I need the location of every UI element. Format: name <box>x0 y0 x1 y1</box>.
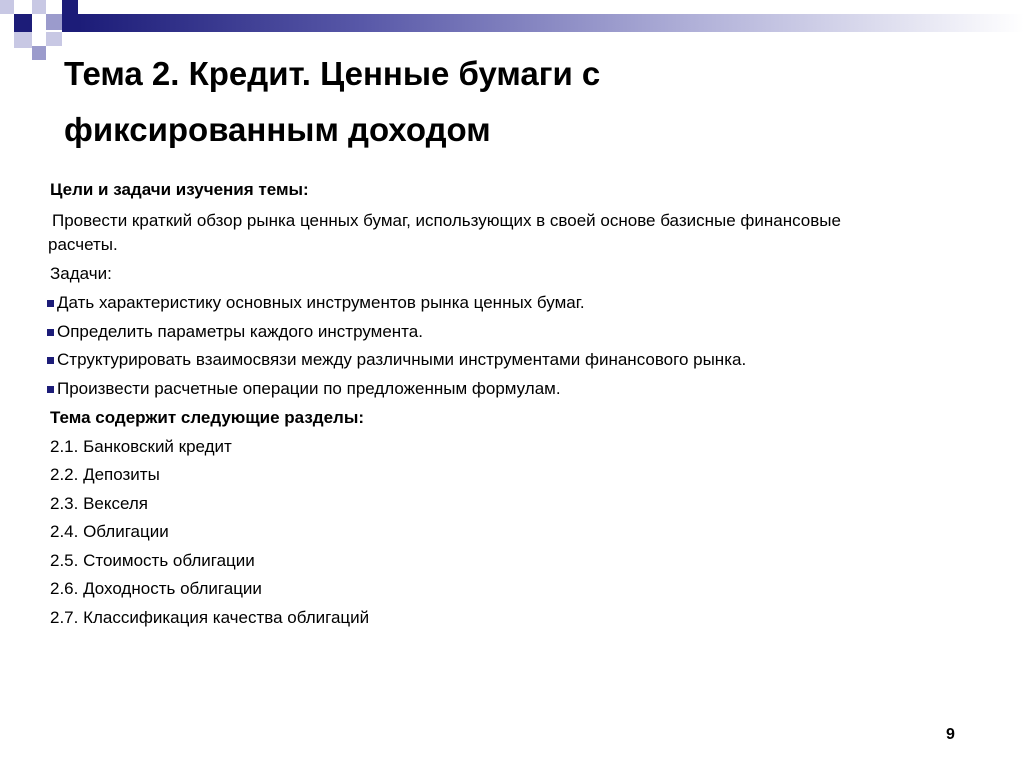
title-line-2: фиксированным доходом <box>64 111 491 148</box>
section-item: 2.4. Облигации <box>50 522 169 541</box>
page-number: 9 <box>946 726 955 743</box>
square-bullet-icon <box>47 329 54 336</box>
decor-square <box>0 0 14 14</box>
task-item: Произвести расчетные операции по предложенным формулам. <box>47 379 561 399</box>
section-item: 2.1. Банковский кредит <box>50 437 232 456</box>
goal-text-line-2: расчеты. <box>48 235 118 254</box>
title-line-1: Тема 2. Кредит. Ценные бумаги с <box>64 55 601 92</box>
decor-square <box>46 14 62 30</box>
tasks-heading: Задачи: <box>50 264 112 283</box>
section-item: 2.6. Доходность облигации <box>50 579 262 598</box>
decor-square <box>46 32 62 46</box>
slide-title <box>64 46 964 158</box>
square-bullet-icon <box>47 300 54 307</box>
task-item: Определить параметры каждого инструмента. <box>47 322 423 342</box>
decor-square <box>32 46 46 60</box>
header-gradient-bar <box>78 14 1024 32</box>
sections-heading: Тема содержит следующие разделы: <box>50 408 365 427</box>
decor-square <box>14 14 32 32</box>
square-bullet-icon <box>47 357 54 364</box>
decor-square <box>62 0 78 32</box>
section-item: 2.2. Депозиты <box>50 465 160 484</box>
section-item: 2.7. Классификация качества облигаций <box>50 608 370 627</box>
goals-heading: Цели и задачи изучения темы: <box>50 180 309 199</box>
goal-text-line-1: Провести краткий обзор рынка ценных бумаг, использующих в своей основе базисные финансовые <box>52 211 841 230</box>
decor-square <box>14 32 32 48</box>
section-item: 2.3. Векселя <box>50 494 149 513</box>
square-bullet-icon <box>47 386 54 393</box>
section-item: 2.5. Стоимость облигации <box>50 551 255 570</box>
decor-square <box>32 0 46 14</box>
task-item: Дать характеристику основных инструментов рынка ценных бумаг. <box>47 293 585 313</box>
task-item: Структурировать взаимосвязи между различными инструментами финансового рынка. <box>47 350 746 370</box>
